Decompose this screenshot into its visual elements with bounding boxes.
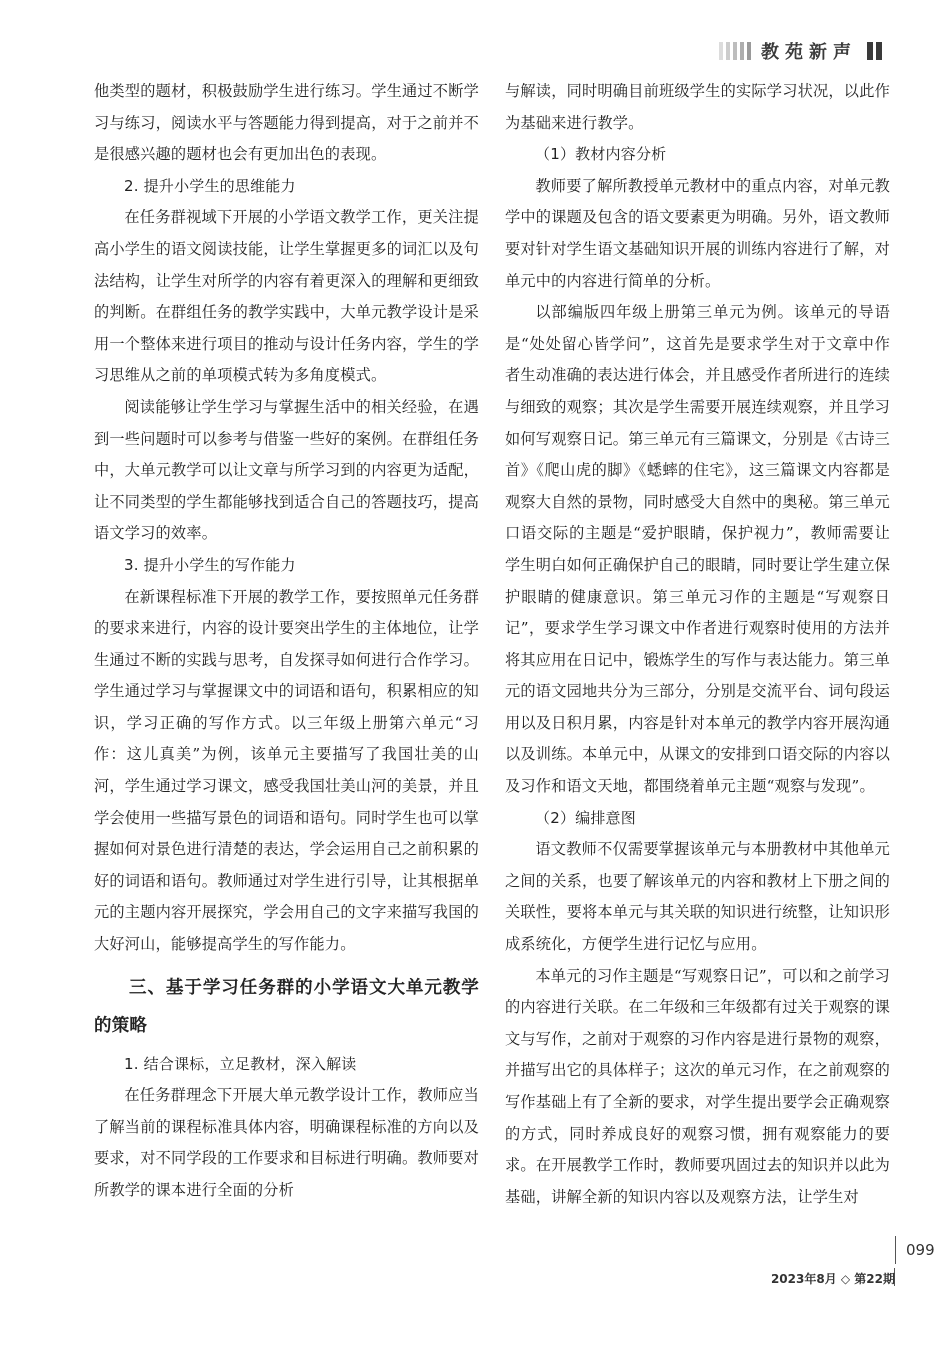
right-column xyxy=(505,76,890,1213)
paragraph: 与解读，同时明确目前班级学生的实际学习状况，以此作为基础来进行教学。 xyxy=(505,82,890,132)
paragraph: 语文教师不仅需要掌握该单元与本册教材中其他单元之间的关系，也要了解该单元的内容和教材上下册之间的关联性，要将本单元与其关联的知识进行统整，让知识形成系统化，方便学生进行记忆与应用。 xyxy=(505,840,890,954)
page-number: 099 xyxy=(895,1236,950,1264)
subheading: 1. 结合课标，立足教材，深入解读 xyxy=(124,1054,357,1073)
paragraph: 本单元的习作主题是“写观察日记”，可以和之前学习的内容进行关联。在二年级和三年级都有过关于观察的课文与写作，之前对于观察的习作内容是进行景物的观察，并描写出它的具体样子；这次的单元习作，在之前观察的写作基础上有了全新的要求，对学生提出要学会正确观察的方式，同时养成良好的观察习惯，拥有观察能力的要求。在开展教学工作时，教师要巩固过去的知识并以此为基础，讲解全新的知识内容以及观察方法，让学生对 xyxy=(505,966,890,1206)
subheading: 3. 提升小学生的写作能力 xyxy=(124,555,296,574)
paragraph: 教师要了解所教授单元教材中的重点内容，对单元教学中的课题及包含的语文要素更为明确。另外，语文教师要对针对学生语文基础知识开展的训练内容进行了解，对单元中的内容进行简单的分析。 xyxy=(505,176,890,290)
section-title: 教苑新声 xyxy=(761,42,857,63)
running-header xyxy=(719,40,882,62)
left-column xyxy=(94,76,479,1207)
header-gradient-bars xyxy=(719,42,751,60)
subheading: （2）编排意图 xyxy=(535,808,636,827)
header-solid-bars xyxy=(867,42,882,60)
paragraph: 阅读能够让学生学习与掌握生活中的相关经验，在遇到一些问题时可以参考与借鉴一些好的案例。在群组任务中，大单元教学可以让文章与所学习到的内容更为适配，让不同类型的学生都能够找到适合自己的答题技巧，提高语文学习的效率。 xyxy=(94,397,479,543)
section-heading: 三、基于学习任务群的小学语文大单元教学的策略 xyxy=(94,977,479,1036)
paragraph: 在新课程标准下开展的教学工作，要按照单元任务群的要求来进行，内容的设计要突出学生的主体地位，让学生通过不断的实践与思考，自发探寻如何进行合作学习。学生通过学习与掌握课文中的词语和语句，积累相应的知识，学习正确的写作方式。以三年级上册第六单元“习作：这儿真美”为例，该单元主要描写了我国壮美的山河，学生通过学习课文，感受我国壮美山河的美景，并且学会使用一些描写景色的词语和语句。同时学生也可以掌握如何对景色进行清楚的表达，学会运用自己之前积累的好的词语和语句。教师通过对学生进行引导，让其根据单元的主题内容开展探究，学会用自己的文字来描写我国的大好河山，能够提高学生的写作能力。 xyxy=(94,587,479,954)
paragraph: 在任务群视域下开展的小学语文教学工作，更关注提高小学生的语文阅读技能，让学生掌握更多的词汇以及句法结构，让学生对所学的内容有着更深入的理解和更细致的判断。在群组任务的教学实践中，大单元教学设计是采用一个整体来进行项目的推动与设计任务内容，学生的学习思维从之前的单项模式转为多角度模式。 xyxy=(94,208,479,385)
paragraph: 在任务群理念下开展大单元教学设计工作，教师应当了解当前的课程标准具体内容，明确课程标准的方向以及要求，对不同学段的工作要求和目标进行明确。教师要对所教学的课本进行全面的分析 xyxy=(94,1086,479,1199)
paragraph: 他类型的题材，积极鼓励学生进行练习。学生通过不断学习与练习，阅读水平与答题能力得到提高，对于之前并不是很感兴趣的题材也会有更加出色的表现。 xyxy=(94,82,479,164)
subheading: （1）教材内容分析 xyxy=(535,145,667,164)
subheading: 2. 提升小学生的思维能力 xyxy=(124,176,296,195)
issue-label: 2023年8月 ◇ 第22期 xyxy=(770,1272,895,1286)
paragraph: 以部编版四年级上册第三单元为例。该单元的导语是“处处留心皆学问”，这首先是要求学生对于文章中作者生动准确的表达进行体会，并且感受作者所进行的连续与细致的观察；其次是学生需要开展连续观察，并且学习如何写观察日记。第三单元有三篇课文，分别是《古诗三首》《爬山虎的脚》《蟋蟀的住宅》，这三篇课文内容都是观察大自然的景物，同时感受大自然中的奥秘。第三单元口语交际的主题是“爱护眼睛，保护视力”，教师需要让学生明白如何正确保护自己的眼睛，同时要让学生建立保护眼睛的健康意识。第三单元习作的主题是“写观察日记”，要求学生学习课文中作者进行观察时使用的方法并将其应用在日记中，锻炼学生的写作与表达能力。第三单元的语文园地共分为三部分，分别是交流平台、词句段运用以及日积月累，内容是针对本单元的教学内容开展沟通以及训练。本单元中，从课文的安排到口语交际的内容以及习作和语文天地，都围绕着单元主题“观察与发现”。 xyxy=(505,303,890,796)
footer-rule xyxy=(894,1268,950,1286)
